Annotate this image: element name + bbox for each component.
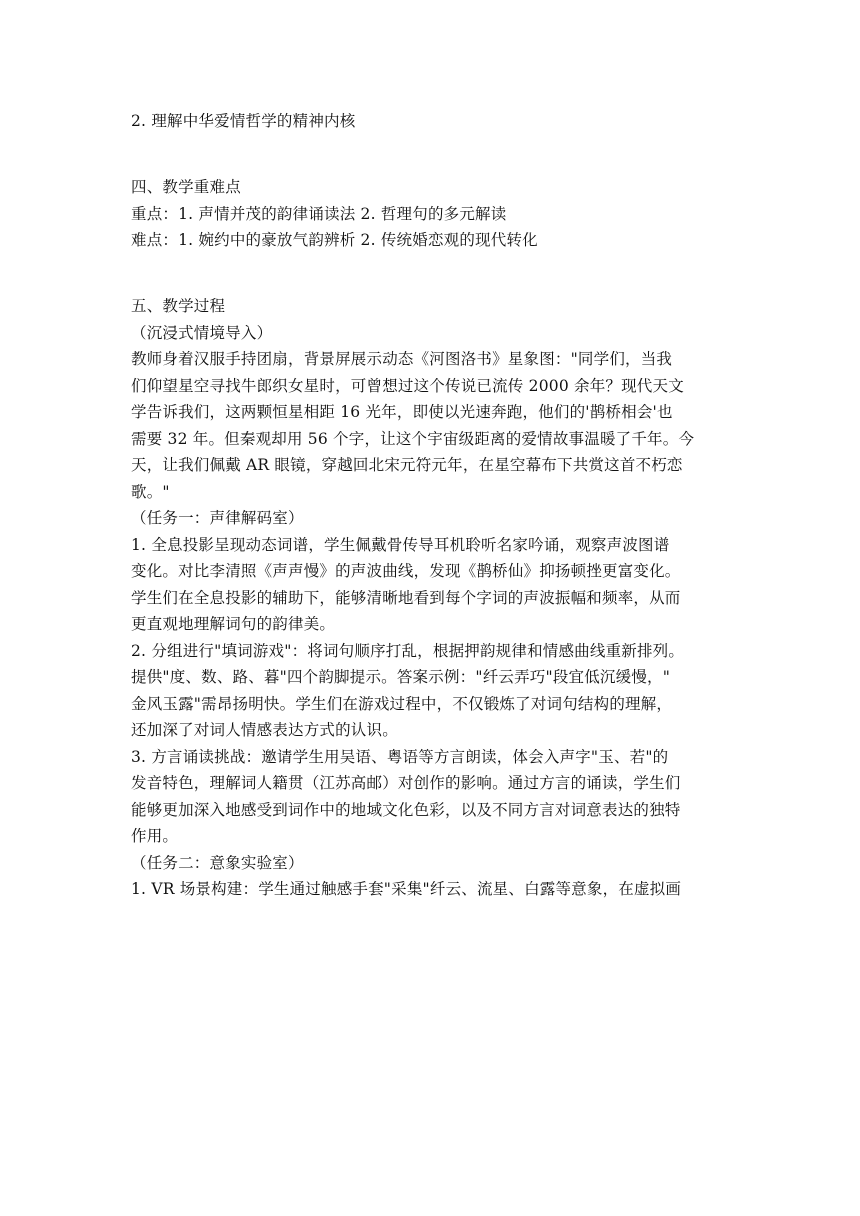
intro-label: （沉浸式情境导入）	[131, 323, 273, 342]
spacer	[131, 254, 731, 281]
text-line: 3. 方言诵读挑战：邀请学生用吴语、粤语等方言朗读，体会入声字"玉、若"的	[131, 747, 669, 766]
task-1-item-2	[131, 638, 731, 744]
text-line: 能够更加深入地感受到词作中的地域文化色彩，以及不同方言对词意表达的独特	[131, 800, 681, 819]
intro-paragraph	[131, 346, 731, 505]
spacer	[131, 135, 731, 162]
spacer	[131, 280, 731, 293]
task-1-label: （任务一：声律解码室）	[131, 509, 304, 527]
key-points: 重点：1. 声情并茂的韵律诵读法 2. 哲理句的多元解读	[131, 204, 507, 223]
text-line: 歌。"	[131, 482, 170, 501]
section-5-heading: 五、教学过程	[131, 297, 226, 315]
text-line: 1. 全息投影呈现动态词谱，学生佩戴骨传导耳机聆听名家吟诵，观察声波图谱	[131, 535, 670, 554]
text-line: 作用。	[131, 827, 179, 845]
text-line: 变化。对比李清照《声声慢》的声波曲线，发现《鹊桥仙》抑扬顿挫更富变化。	[131, 562, 681, 580]
text-line: 提供"度、数、路、暮"四个韵脚提示。答案示例："纤云弄巧"段宜低沉缓慢，"	[131, 668, 671, 686]
section-4-heading: 四、教学重难点	[131, 178, 241, 196]
document-page	[131, 108, 731, 903]
text-line: 学告诉我们，这两颗恒星相距 16 光年，即使以光速奔跑，他们的'鹊桥相会'也	[131, 403, 673, 421]
task-2-item-1	[131, 876, 731, 903]
text-line: 金风玉露"需昂扬明快。学生们在游戏过程中，不仅锻炼了对词句结构的理解，	[131, 694, 673, 713]
spacer	[131, 161, 731, 174]
text-line: 1. VR 场景构建：学生通过触感手套"采集"纤云、流星、白露等意象，在虚拟画	[131, 880, 682, 898]
difficulties: 难点：1. 婉约中的豪放气韵辨析 2. 传统婚恋观的现代转化	[131, 231, 538, 249]
text-line: 天，让我们佩戴 AR 眼镜，穿越回北宋元符元年，在星空幕布下共赏这首不朽恋	[131, 456, 683, 474]
text-line: 学生们在全息投影的辅助下，能够清晰地看到每个字词的声波振幅和频率，从而	[131, 588, 681, 607]
text-line: 发音特色，理解词人籍贯（江苏高邮）对创作的影响。通过方言的诵读，学生们	[131, 774, 681, 792]
text-line: 更直观地理解词句的韵律美。	[131, 615, 336, 633]
text-line: 们仰望星空寻找牛郎织女星时，可曾想过这个传说已流传 2000 余年？现代天文	[131, 376, 684, 395]
task-1-item-1	[131, 532, 731, 638]
text-line: 需要 32 年。但秦观却用 56 个字，让这个宇宙级距离的爱情故事温暖了千年。今	[131, 429, 695, 448]
task-2-label: （任务二：意象实验室）	[131, 853, 304, 872]
text-line: 2. 分组进行"填词游戏"：将词句顺序打乱，根据押韵规律和情感曲线重新排列。	[131, 641, 685, 660]
task-1-item-3	[131, 744, 731, 850]
text-line: 教师身着汉服手持团扇，背景屏展示动态《河图洛书》星象图："同学们，当我	[131, 350, 673, 368]
objective-item-2: 2. 理解中华爱情哲学的精神内核	[131, 112, 356, 130]
text-line: 还加深了对词人情感表达方式的认识。	[131, 721, 398, 739]
